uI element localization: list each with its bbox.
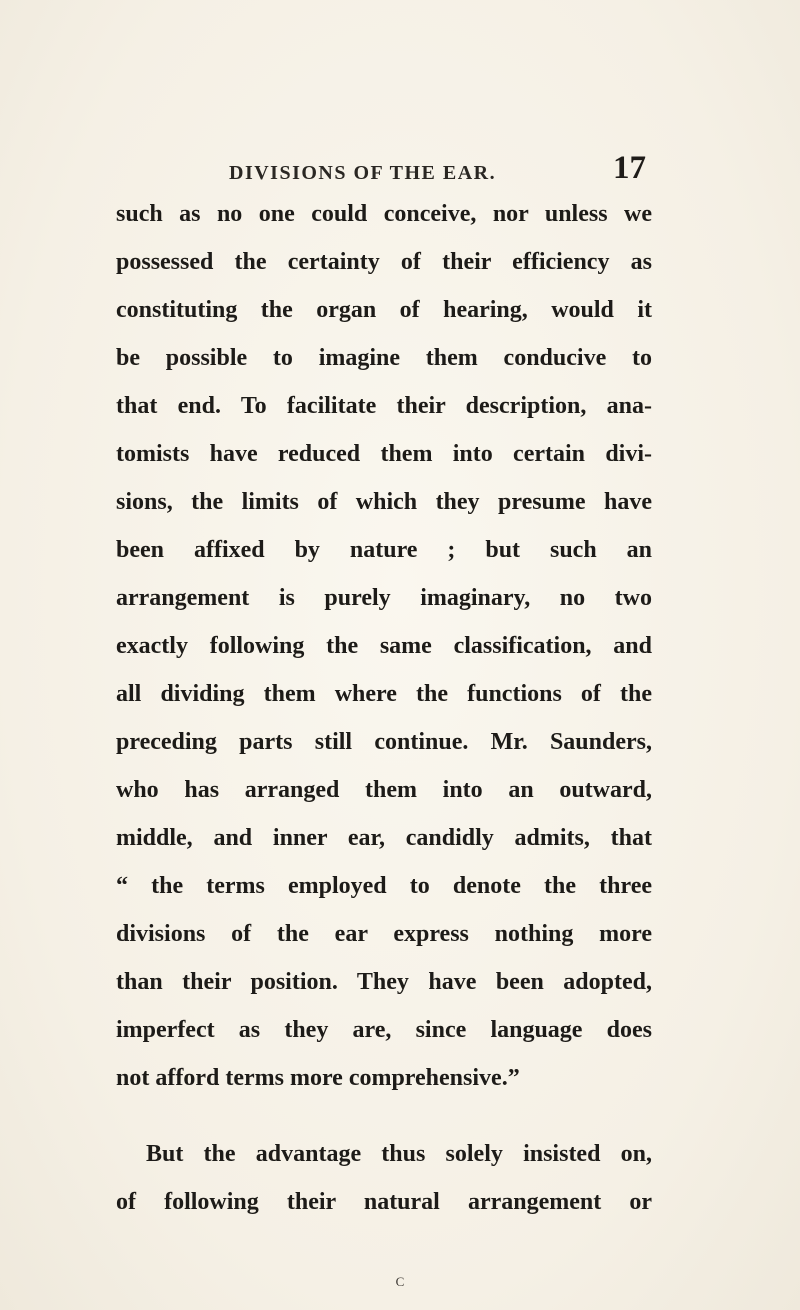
text-line: But the advantage thus solely insisted on,	[146, 1141, 652, 1167]
text-line: constituting the organ of hearing, would it	[116, 297, 652, 323]
text-line: that end. To facilitate their description, ana-	[116, 393, 652, 419]
text-line: tomists have reduced them into certain divi-	[116, 441, 652, 467]
text-line: than their position. They have been adopted,	[116, 969, 652, 995]
body-text	[116, 190, 652, 1226]
text-line: exactly following the same classification, and	[116, 633, 652, 659]
text-line: middle, and inner ear, candidly admits, that	[116, 825, 652, 851]
paragraph-1	[116, 190, 652, 1102]
paragraph-2	[116, 1130, 652, 1226]
signature-mark: c	[395, 1270, 405, 1290]
paragraph-gap	[116, 1102, 652, 1130]
text-line: sions, the limits of which they presume have	[116, 489, 652, 515]
text-line: imperfect as they are, since language does	[116, 1017, 652, 1043]
text-line: of following their natural arrangement or	[116, 1189, 652, 1215]
page-header	[116, 146, 652, 194]
page-number: 17	[613, 150, 646, 186]
text-line: such as no one could conceive, nor unless we	[116, 201, 652, 227]
text-line: possessed the certainty of their efficiency as	[116, 249, 652, 275]
text-line: “ the terms employed to denote the three	[116, 873, 652, 899]
text-line: not afford terms more comprehensive.”	[116, 1065, 520, 1091]
text-line: divisions of the ear express nothing more	[116, 921, 652, 947]
text-line: all dividing them where the functions of the	[116, 681, 652, 707]
text-line: who has arranged them into an outward,	[116, 777, 652, 803]
text-line: preceding parts still continue. Mr. Saunders,	[116, 729, 652, 755]
running-head: DIVISIONS OF THE EAR.	[229, 162, 497, 184]
text-line: be possible to imagine them conducive to	[116, 345, 652, 371]
text-line: arrangement is purely imaginary, no two	[116, 585, 652, 611]
text-line: been affixed by nature ; but such an	[116, 537, 652, 563]
